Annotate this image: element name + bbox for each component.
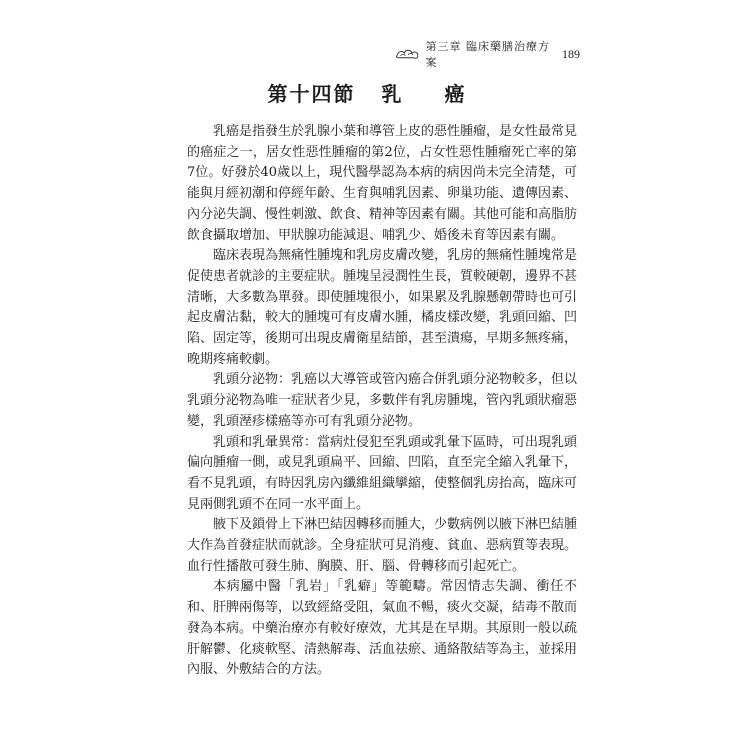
section-title — [0, 78, 750, 107]
body-text — [187, 122, 577, 681]
page-number: 189 — [562, 46, 580, 61]
paragraph: 乳癌是指發生於乳腺小葉和導管上皮的惡性腫瘤，是女性最常見的癌症之一，居女性惡性腫瘤的第2位，占女性惡性腫瘤死亡率的第7位。好發於40歲以上，現代醫學認為本病的病因尚未完全清楚，可能與月經初潮和停經年齡、生育與哺乳因素、卵巢功能、遺傳因素、內分泌失調、慢性刺激、飲食、精神等因素有關。其他可能和高脂肪飲食攝取增加、甲狀腺功能減退、哺乳少、婚後未育等因素有關。 — [187, 124, 578, 243]
paragraph: 乳頭分泌物：乳癌以大導管或管內癌合併乳頭分泌物較多，但以乳頭分泌物為唯一症狀者少見，多數伴有乳房腫塊，管內乳頭狀瘤惡變，乳頭溼疹樣癌等亦可有乳頭分泌物。 — [187, 372, 578, 429]
chapter-title: 第三章 臨床藥膳治療方案 — [425, 40, 550, 69]
cloud-ornament-icon — [395, 47, 419, 61]
paragraph: 乳頭和乳暈異常：當病灶侵犯至乳頭或乳暈下區時，可出現乳頭偏向腫瘤一側，或見乳頭扁平、回縮、凹陷，直至完全縮入乳暈下，看不見乳頭，有時因乳房內纖維組織攣縮，使整個乳房抬高，臨床可見兩側乳頭不在同一水平面上。 — [187, 434, 578, 512]
section-topic: 乳 癌 — [381, 82, 483, 106]
running-header — [395, 40, 580, 69]
section-number: 第十四節 — [267, 82, 356, 106]
paragraph: 本病屬中醫「乳岩」「乳癖」等範疇。常因情志失調、衝任不和、肝脾兩傷等，以致經絡受阻，氣血不暢，痰火交凝，結毒不散而發為本病。中藥治療亦有較好療效，尤其是在早期。其原則一般以疏肝解鬱、化痰軟堅、清熱解毒、活血祛瘀、通絡散結等為主，並採用內服、外敷結合的方法。 — [187, 579, 578, 678]
paragraph: 臨床表現為無痛性腫塊和乳房皮膚改變，乳房的無痛性腫塊常是促使患者就診的主要症狀。腫塊呈浸潤性生長，質較硬韌，邊界不甚清晰，大多數為單發。即使腫塊很小，如果累及乳腺懸韌帶時也可引起皮膚沾黏，較大的腫塊可有皮膚水腫，橘皮樣改變，乳頭回縮、凹陷、固定等，後期可出現皮膚衛星結節，甚至潰瘍，早期多無疼痛，晚期疼痛較劇。 — [187, 248, 578, 367]
paragraph: 腋下及鎖骨上下淋巴結因轉移而腫大，少數病例以腋下淋巴結腫大作為首發症狀而就診。全身症狀可見消瘦、貧血、惡病質等表現。血行性播散可發生肺、胸膜、肝、腦、骨轉移而引起死亡。 — [187, 517, 578, 574]
